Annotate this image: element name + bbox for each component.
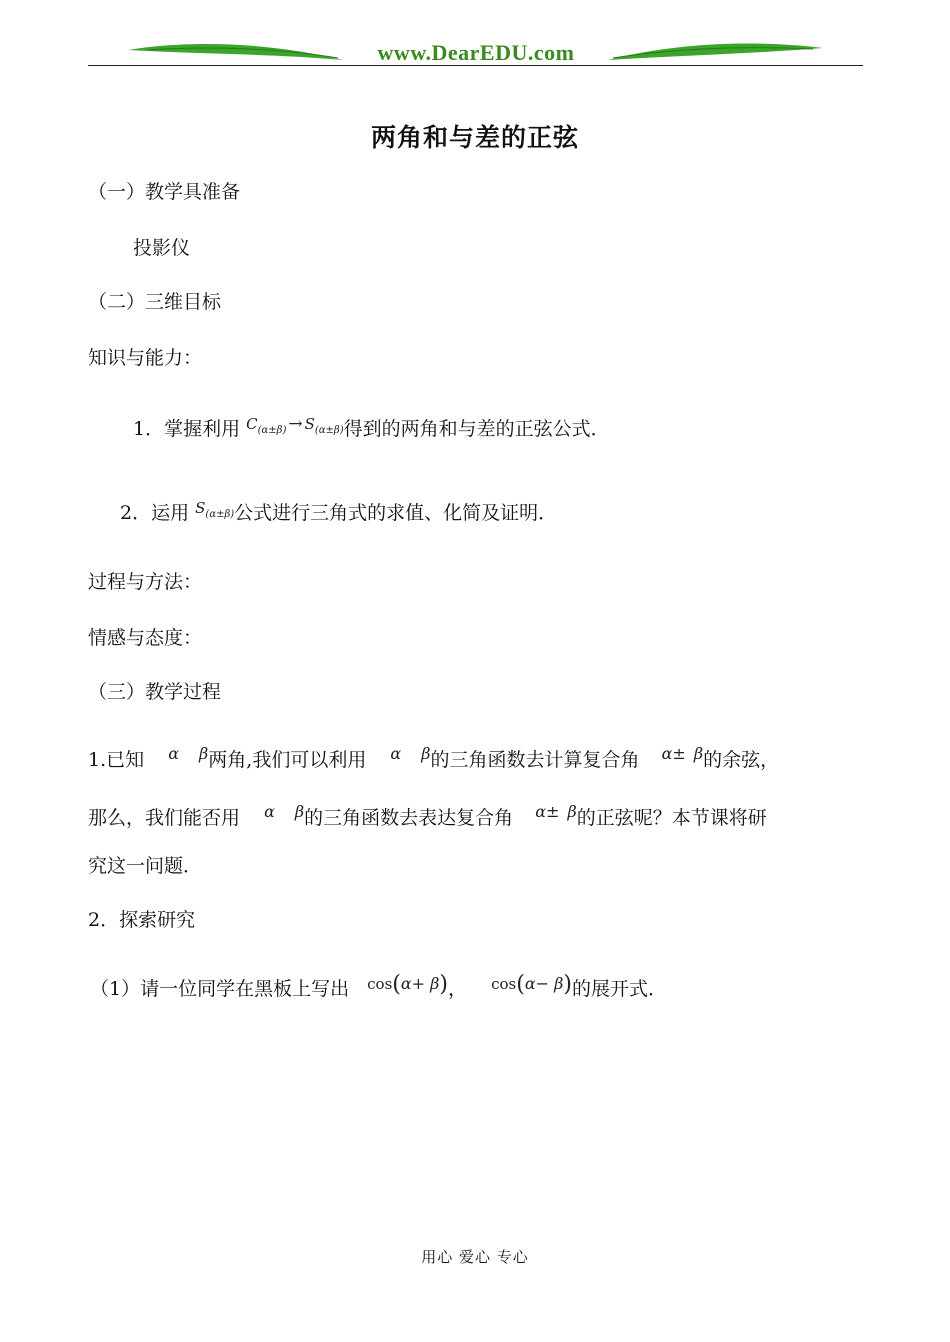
header-rule <box>88 65 863 66</box>
explore-heading: 2．探索研究 <box>88 909 196 931</box>
alpha-pm-symbol: α± <box>661 744 686 763</box>
cos-diff-formula <box>491 970 572 999</box>
document-title: 两角和与差的正弦 <box>370 123 579 152</box>
right-paren: ) <box>439 972 449 997</box>
goal-2-suffix: 公式进行三角式的求值、化简及证明． <box>234 502 558 524</box>
goal-1-suffix: 得到的两角和与差的正弦公式． <box>343 418 610 440</box>
page-footer: 用心 爱心 专心 <box>421 1248 529 1266</box>
e1-text-a: （1）请一位同学在黑板上写出 <box>90 978 350 1000</box>
cos-diff-inner: α− β <box>524 974 564 993</box>
beta-symbol: β <box>199 744 209 763</box>
alpha-symbol: α <box>264 802 275 821</box>
left-paren: ( <box>516 972 525 997</box>
beta-symbol: β <box>567 802 577 821</box>
paragraph-1-line-3: 究这一问题． <box>88 855 203 877</box>
p1-text-c: 的三角函数去计算复合角 <box>430 749 640 771</box>
paragraph-1-line-1 <box>88 740 779 774</box>
p2-text-c: 的正弦呢？本节课将研 <box>576 807 767 829</box>
cos-sum-inner: α+ β <box>400 974 440 993</box>
alpha-symbol: α <box>390 744 402 763</box>
formula-s2-sub: (α±β) <box>205 509 235 520</box>
process-label: 过程与方法： <box>88 571 203 593</box>
site-logo-text: www.DearEDU.com <box>377 40 575 65</box>
equipment-item: 投影仪 <box>133 237 191 259</box>
formula-c-sub: (α±β) <box>257 425 287 436</box>
section-heading-2: （二）三维目标 <box>88 291 222 313</box>
beta-symbol: β <box>693 744 704 763</box>
formula-c: C <box>246 415 258 433</box>
formula-s2: S <box>195 499 206 517</box>
leaf-decoration-left <box>128 36 343 66</box>
goal-1 <box>133 410 610 445</box>
cos-label: cos <box>367 975 393 993</box>
formula-s-sub: (α±β) <box>314 425 344 436</box>
explore-item-1 <box>90 970 667 1003</box>
goal-1-prefix: 1．掌握利用 <box>133 418 241 440</box>
formula-c-to-s <box>246 410 343 445</box>
paragraph-1-line-2 <box>88 798 767 832</box>
section-heading-3: （三）教学过程 <box>88 681 222 703</box>
cos-label: cos <box>491 975 517 993</box>
beta-symbol: β <box>421 744 431 763</box>
section-heading-1: （一）教学具准备 <box>88 181 241 203</box>
formula-s-sum <box>195 494 234 529</box>
leaf-decoration-right <box>608 36 823 66</box>
left-paren: ( <box>392 972 401 997</box>
goal-2 <box>120 494 557 529</box>
formula-arrow: → <box>288 414 303 434</box>
right-paren: ) <box>563 972 572 997</box>
p2-text-a: 那么，我们能否用 <box>88 807 241 829</box>
alpha-symbol: α <box>168 744 179 763</box>
p1-text-a: 1.已知 <box>88 749 145 771</box>
formula-s: S <box>304 415 315 433</box>
p1-text-d: 的余弦， <box>703 749 780 771</box>
cos-sum-formula <box>367 970 448 999</box>
knowledge-label: 知识与能力： <box>88 347 203 369</box>
page-header <box>0 0 950 80</box>
e1-text-b: 的展开式． <box>571 978 667 1000</box>
emotion-label: 情感与态度： <box>88 627 203 649</box>
beta-symbol: β <box>294 802 305 821</box>
alpha-pm-symbol: α± <box>535 802 560 821</box>
p1-text-b: 两角,我们可以利用 <box>208 749 367 771</box>
e1-separator: ， <box>448 978 468 1000</box>
goal-2-prefix: 2．运用 <box>120 502 190 524</box>
p2-text-b: 的三角函数去表达复合角 <box>304 807 514 829</box>
